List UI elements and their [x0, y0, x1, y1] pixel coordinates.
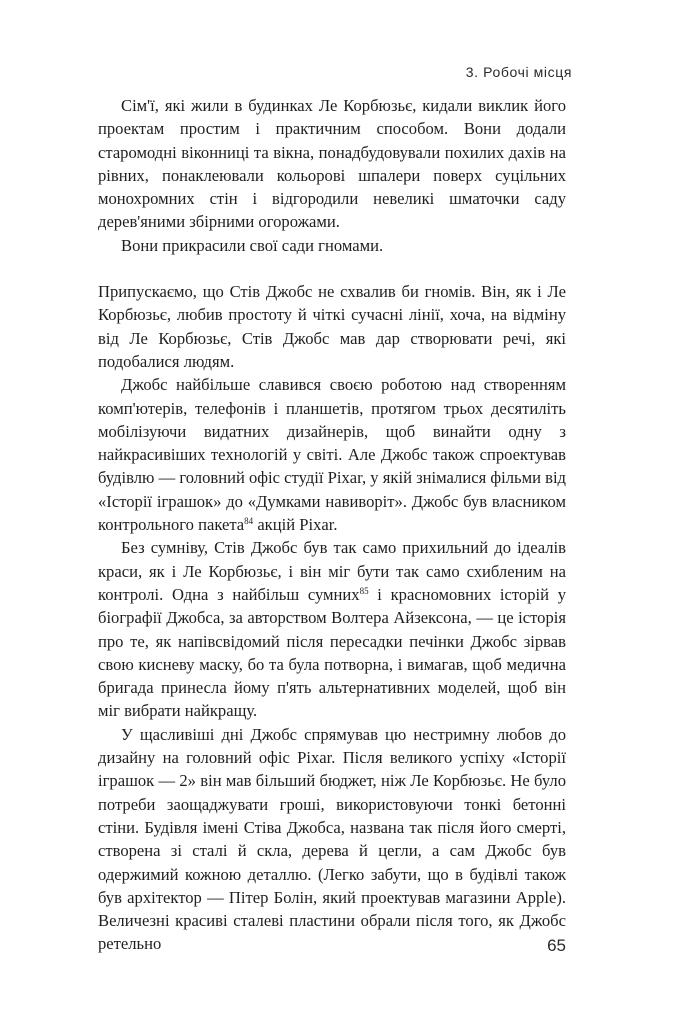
paragraph-6: У щасливіші дні Джобс спрямував цю нестримну любов до дизайну на головний офіс Pixar. Після великого успіху «Історії іграшок — 2» він мав більший бюджет, ніж Ле Корбюзьє. Не було потреби заощаджувати гроші, використовуючи тонкі бетонні стіни. Будівля імені Стіва Джобса, названа так після його смерті, створена зі сталі й скла, дерева й цегли, а сам Джобс був одержимий кожною деталлю. (Легко забути, що в будівлі також був архітектор — Пітер Болін, який проектував магазини Apple). Величезні красиві сталеві пластини обрали після того, як Джобс ретельно [98, 724, 566, 954]
paragraph-4-text-a: Джобс найбільше славився своєю роботою над створенням комп'ютерів, телефонів і планшетів, протягом трьох десятиліть мобілізуючи видатних дизайнерів, щоб винайти одну з найкрасивіших технологій у світі. Але Джобс також спроектував будівлю — головний офіс студії Pixar, у якій знімалися фільми від «Історії іграшок» до «Думками навиворіт». Джобс був власником контрольного пакета [98, 375, 566, 535]
page-number: 65 [547, 936, 566, 955]
body-text [98, 94, 566, 956]
footnote-ref-85: 85 [359, 585, 369, 596]
paragraph-5 [98, 536, 566, 722]
paragraph-3: Припускаємо, що Стів Джобс не схвалив би гномів. Він, як і Ле Корбюзьє, любив простоту й чіткі сучасні лінії, хоча, на відміну від Ле Корбюзьє, Стів Джобс мав дар створювати речі, які подобалися людям. [98, 282, 566, 371]
paragraph-4 [98, 373, 566, 536]
paragraph-5-text-b: і красномовних історій у біографії Джобса, за авторством Волтера Айзексона, — це історія про те, як напівсвідомий після пересадки печінки Джобс зірвав свою кисневу маску, бо та була потворна, і вимагав, щоб медична бригада принесла йому п'ять альтернативних моделей, щоб він міг вибрати найкращу. [98, 584, 566, 721]
paragraph-2: Вони прикрасили свої сади гномами. [121, 235, 384, 255]
paragraph-4-text-b: акцій Pixar. [253, 515, 338, 535]
footnote-ref-84: 84 [244, 516, 254, 527]
running-header: 3. Робочі місця [465, 64, 572, 80]
paragraph-1: Сім'ї, які жили в будинках Ле Корбюзьє, кидали виклик його проектам простим і практичним способом. Вони додали старомодні віконниці та вікна, понадбудовували похилих дахів на рівних, понаклеювали кольорові шпалери поверх суцільних монохромних стін і відгородили невеликі шматочки саду дерев'яними збірними огорожами. [98, 96, 566, 232]
paragraph-5-text-a: Без сумніву, Стів Джобс був так само прихильний до ідеалів краси, як і Ле Корбюзьє, і він міг бути так само схибленим на контролі. Одна з найбільш сумних [98, 538, 566, 604]
